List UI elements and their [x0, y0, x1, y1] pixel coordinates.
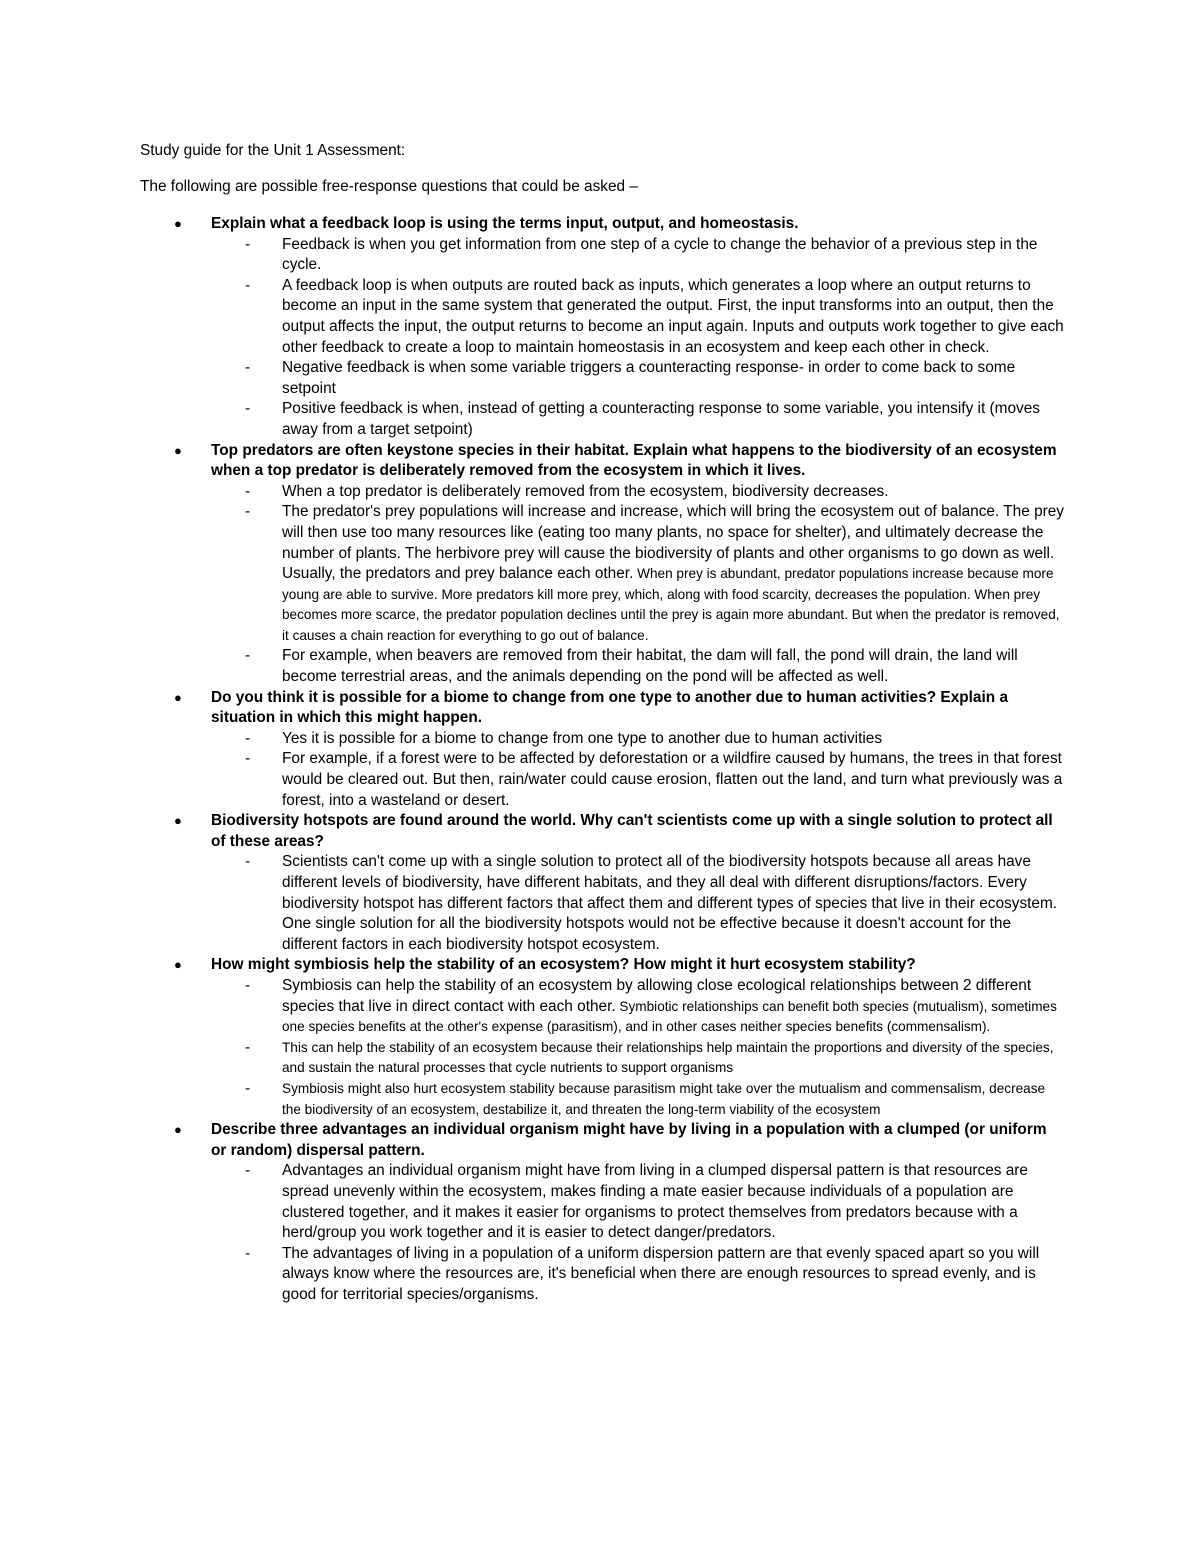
- answer-text-small: This can help the stability of an ecosystem because their relationships help maintain the proportions and diversity of the species, and sustain the natural processes that cycle nutrients to support organisms: [282, 1039, 1054, 1076]
- answer-text: The predator's prey populations will increase and increase, which will bring the ecosystem out of balance. The prey will then use too many resources like (eating too many plants, no space for shelter), and ultimately decrease the number of plants. The herbivore prey will cause the biodiversity of plants and other organisms to go down as well. Usually, the predators and prey balance each other.: [282, 503, 1065, 583]
- dash-icon: -: [245, 1079, 251, 1097]
- question-text: Top predators are often keystone species in their habitat. Explain what happens to the biodiversity of an ecosystem when a top predator is deliberately removed from the ecosystem in which it lives.: [211, 441, 1057, 480]
- answer-text: A feedback loop is when outputs are routed back as inputs, which generates a loop where an output returns to become an input in the same system that generated the output. First, the input transforms into an output, then the output affects the input, the output returns to become an input again. Inputs and outputs work together to give each other feedback to create a loop to maintain homeostasis in an ecosystem and keep each other in check.: [282, 276, 1064, 356]
- question-item: [140, 1120, 1065, 1305]
- question-item: [140, 955, 1065, 1120]
- answer-text: When a top predator is deliberately removed from the ecosystem, biodiversity decreases.: [282, 482, 889, 500]
- answer-item: [211, 749, 1065, 811]
- dash-icon: -: [245, 276, 251, 294]
- question-item: [140, 441, 1065, 688]
- answer-item: [211, 276, 1065, 358]
- bullet-icon: ●: [174, 216, 182, 231]
- bullet-icon: ●: [174, 1122, 182, 1138]
- answer-list: [211, 729, 1065, 811]
- dash-icon: -: [245, 750, 251, 768]
- dash-icon: -: [245, 976, 251, 994]
- answer-text: Feedback is when you get information from one step of a cycle to change the behavior of a previous step in the cycle.: [282, 235, 1038, 274]
- answer-item: [211, 482, 1065, 503]
- answer-item: [211, 1079, 1065, 1120]
- answer-text: For example, when beavers are removed from their habitat, the dam will fall, the pond will drain, the land will become terrestrial areas, and the animals depending on the pond will be affected as well.: [282, 647, 1018, 686]
- document-title: Study guide for the Unit 1 Assessment:: [140, 142, 406, 159]
- question-item: [140, 214, 1065, 441]
- question-text: Biodiversity hotspots are found around the world. Why can't scientists come up with a single solution to protect all of these areas?: [211, 812, 1053, 850]
- question-text: How might symbiosis help the stability of an ecosystem? How might it hurt ecosystem stability?: [211, 956, 916, 974]
- answer-text-small: Symbiosis might also hurt ecosystem stability because parasitism might take over the mutualism and commensalism, decrease the biodiversity of an ecosystem, destabilize it, and threaten the long-term viability of the ecosystem: [282, 1080, 1046, 1117]
- dash-icon: -: [245, 503, 251, 521]
- bullet-icon: ●: [174, 957, 182, 973]
- answer-list: [211, 1161, 1065, 1305]
- question-item: [140, 811, 1065, 955]
- answer-item: [211, 399, 1065, 440]
- answer-item: [211, 852, 1065, 955]
- dash-icon: -: [245, 1162, 251, 1180]
- answer-list: [211, 852, 1065, 955]
- intro-text: The following are possible free-response questions that could be asked –: [140, 178, 638, 195]
- dash-icon: -: [245, 359, 251, 377]
- answer-item: [211, 502, 1065, 646]
- answer-text: Yes it is possible for a biome to change from one type to another due to human activities: [282, 729, 883, 747]
- answer-text: Positive feedback is when, instead of getting a counteracting response to some variable, you intensify it (moves away from a target setpoint): [282, 400, 1040, 438]
- answer-list: [211, 976, 1065, 1120]
- dash-icon: -: [245, 1244, 251, 1262]
- dash-icon: -: [245, 482, 251, 500]
- answer-item: [211, 729, 1065, 750]
- answer-text: Symbiosis can help the stability of an ecosystem by allowing close ecological relationships between 2 different species that live in direct contact with each other.: [282, 976, 1032, 1015]
- bullet-icon: ●: [174, 442, 182, 458]
- question-text: Explain what a feedback loop is using the terms input, output, and homeostasis.: [211, 215, 799, 232]
- answer-text: Scientists can't come up with a single solution to protect all of the biodiversity hotspots because all areas have different levels of biodiversity, have different habitats, and they all deal with different disruptions/factors. Every biodiversity hotspot has different factors that affect them and different types of species that live in their ecosystem. One single solution for all the biodiversity hotspots would not be effective because it doesn't account for the different factors in each biodiversity hotspot ecosystem.: [282, 853, 1058, 953]
- answer-text-small: When prey is abundant, predator populations increase because more young are able to survive. More predators kill more prey, which, along with food scarcity, decreases the population. When prey becomes more scarce, the predator population declines until the prey is again more abundant. But when the predator is removed, it causes a chain reaction for everything to go out of balance.: [282, 566, 1060, 643]
- answer-list: [211, 482, 1065, 688]
- answer-item: [211, 1161, 1065, 1243]
- question-item: [140, 688, 1065, 812]
- answer-item: [211, 646, 1065, 687]
- dash-icon: -: [245, 235, 251, 253]
- answer-list: [211, 235, 1065, 441]
- answer-text: Advantages an individual organism might have from living in a clumped dispersal pattern is that resources are spread unevenly within the ecosystem, makes finding a mate easier because individuals of a population are clustered together, and it makes it easier for organisms to protect themselves from predators because with a herd/group you work together and it is easier to detect danger/predators.: [282, 1162, 1028, 1242]
- dash-icon: -: [245, 1038, 251, 1056]
- answer-text: Negative feedback is when some variable triggers a counteracting response- in order to come back to some setpoint: [282, 359, 1016, 397]
- answer-item: [211, 1038, 1065, 1079]
- bullet-icon: ●: [174, 689, 182, 705]
- dash-icon: -: [245, 400, 251, 418]
- dash-icon: -: [245, 853, 251, 871]
- question-list: [140, 214, 1065, 1305]
- document-page: [140, 141, 1065, 1305]
- answer-item: [211, 358, 1065, 399]
- answer-text-small: Symbiotic relationships can benefit both species (mutualism), sometimes one species benefits at the other's expense (parasitism), and in other cases neither species benefits (commensalism).: [282, 998, 1057, 1035]
- question-text: Describe three advantages an individual organism might have by living in a population with a clumped (or uniform or random) dispersal pattern.: [211, 1121, 1047, 1159]
- dash-icon: -: [245, 647, 251, 665]
- question-text: Do you think it is possible for a biome to change from one type to another due to human activities? Explain a situation in which this might happen.: [211, 688, 1008, 727]
- bullet-icon: ●: [174, 813, 182, 829]
- dash-icon: -: [245, 729, 251, 747]
- answer-text: For example, if a forest were to be affected by deforestation or a wildfire caused by humans, the trees in that forest would be cleared out. But then, rain/water could cause erosion, flatten out the land, and turn what previously was a forest, into a wasteland or desert.: [282, 750, 1063, 809]
- answer-item: [211, 976, 1065, 1038]
- answer-item: [211, 235, 1065, 276]
- answer-text: The advantages of living in a population of a uniform dispersion pattern are that evenly spaced apart so you will always know where the resources are, it's beneficial when there are enough resources to spread evenly, and is good for territorial species/organisms.: [282, 1244, 1040, 1303]
- answer-item: [211, 1244, 1065, 1306]
